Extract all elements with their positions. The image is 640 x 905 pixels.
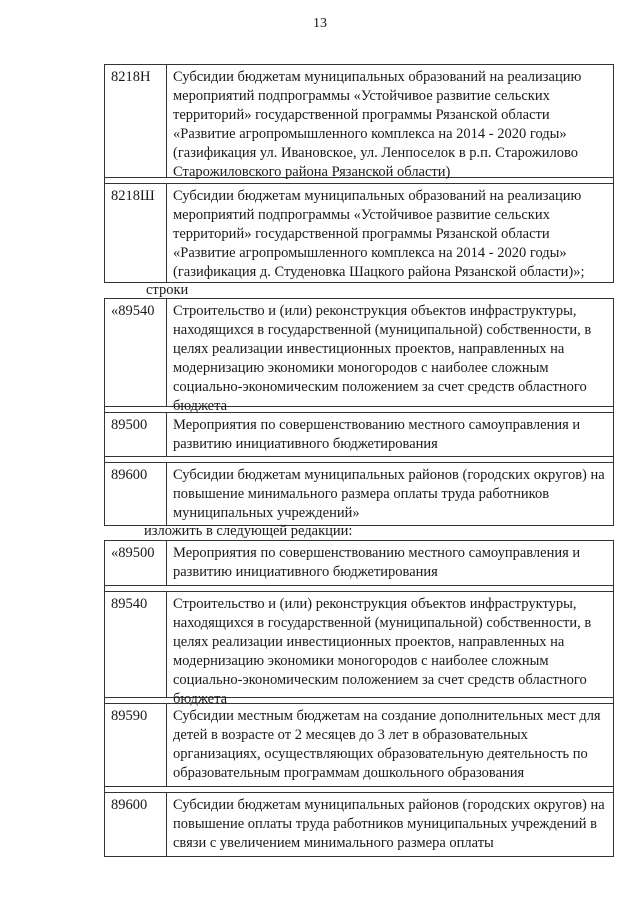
budget-description: Субсидии бюджетам муниципальных районов (городских округов) на повышение оплаты труда работников муниципальных учреждений в связи с увеличением минимального размера оплаты xyxy=(173,797,605,851)
budget-code: 8218Н xyxy=(105,65,167,177)
table-row xyxy=(105,704,613,787)
budget-description: Субсидии бюджетам муниципальных районов (городских округов) на повышение минимального размера оплаты труда работников муниципальных учреждений» xyxy=(173,467,605,521)
budget-description: Строительство и (или) реконструкция объектов инфраструктуры, находящихся в государственной (муниципальной) собственности, в целях реализации инвестиционных проектов, направленных на модернизацию экономики моногородов с наиболее сложным социально-экономическим положением за счет средств областного бюджета xyxy=(173,596,592,707)
table-row xyxy=(105,65,613,178)
budget-table-existing xyxy=(104,64,614,283)
budget-code: 89590 xyxy=(105,704,167,786)
budget-description: Мероприятия по совершенствованию местного самоуправления и развитию инициативного бюджетирования xyxy=(173,417,581,452)
budget-table-new-rows xyxy=(104,540,614,857)
table-row xyxy=(105,793,613,856)
budget-code: 8218Ш xyxy=(105,184,167,282)
table-row xyxy=(105,184,613,282)
budget-description: Субсидии местным бюджетам на создание дополнительных мест для детей в возрасте от 2 месяцев до 3 лет в образовательных организациях, осуществляющих образовательную деятельность по образовательным программам дошкольного образования xyxy=(173,708,601,781)
table-row xyxy=(105,541,613,586)
table-row xyxy=(105,592,613,707)
budget-code: 89600 xyxy=(105,793,167,856)
label-new-edition: изложить в следующей редакции: xyxy=(144,523,353,539)
budget-code: 89500 xyxy=(105,413,167,456)
label-rows: строки xyxy=(146,282,189,298)
budget-code: 89600 xyxy=(105,463,167,525)
budget-description: Субсидии бюджетам муниципальных образований на реализацию мероприятий подпрограммы «Устойчивое развитие сельских территорий» государственной программы Рязанской области «Развитие агропромышленного комплекса на 2014 - 2020 годы» (газификация д. Студеновка Шацкого района Рязанской области)»; xyxy=(173,188,585,280)
budget-code: 89540 xyxy=(105,592,167,697)
budget-description: Строительство и (или) реконструкция объектов инфраструктуры, находящихся в государственной (муниципальной) собственности, в целях реализации инвестиционных проектов, направленных на модернизацию экономики моногородов с наиболее сложным социально-экономическим положением за счет средств областного бюджета xyxy=(173,303,592,414)
budget-table-old-rows xyxy=(104,298,614,526)
budget-description: Мероприятия по совершенствованию местного самоуправления и развитию инициативного бюджетирования xyxy=(173,545,581,580)
table-row xyxy=(105,299,613,414)
budget-description: Субсидии бюджетам муниципальных образований на реализацию мероприятий подпрограммы «Устойчивое развитие сельских территорий» государственной программы Рязанской области «Развитие агропромышленного комплекса на 2014 - 2020 годы» (газификация ул. Ивановское, ул. Ленпоселок в р.п. Старожилово Старожиловского района Рязанской области) xyxy=(173,69,582,180)
table-row xyxy=(105,463,613,525)
budget-code: «89540 xyxy=(105,299,167,406)
page-number: 13 xyxy=(313,16,327,31)
table-row xyxy=(105,413,613,457)
budget-code: «89500 xyxy=(105,541,167,585)
